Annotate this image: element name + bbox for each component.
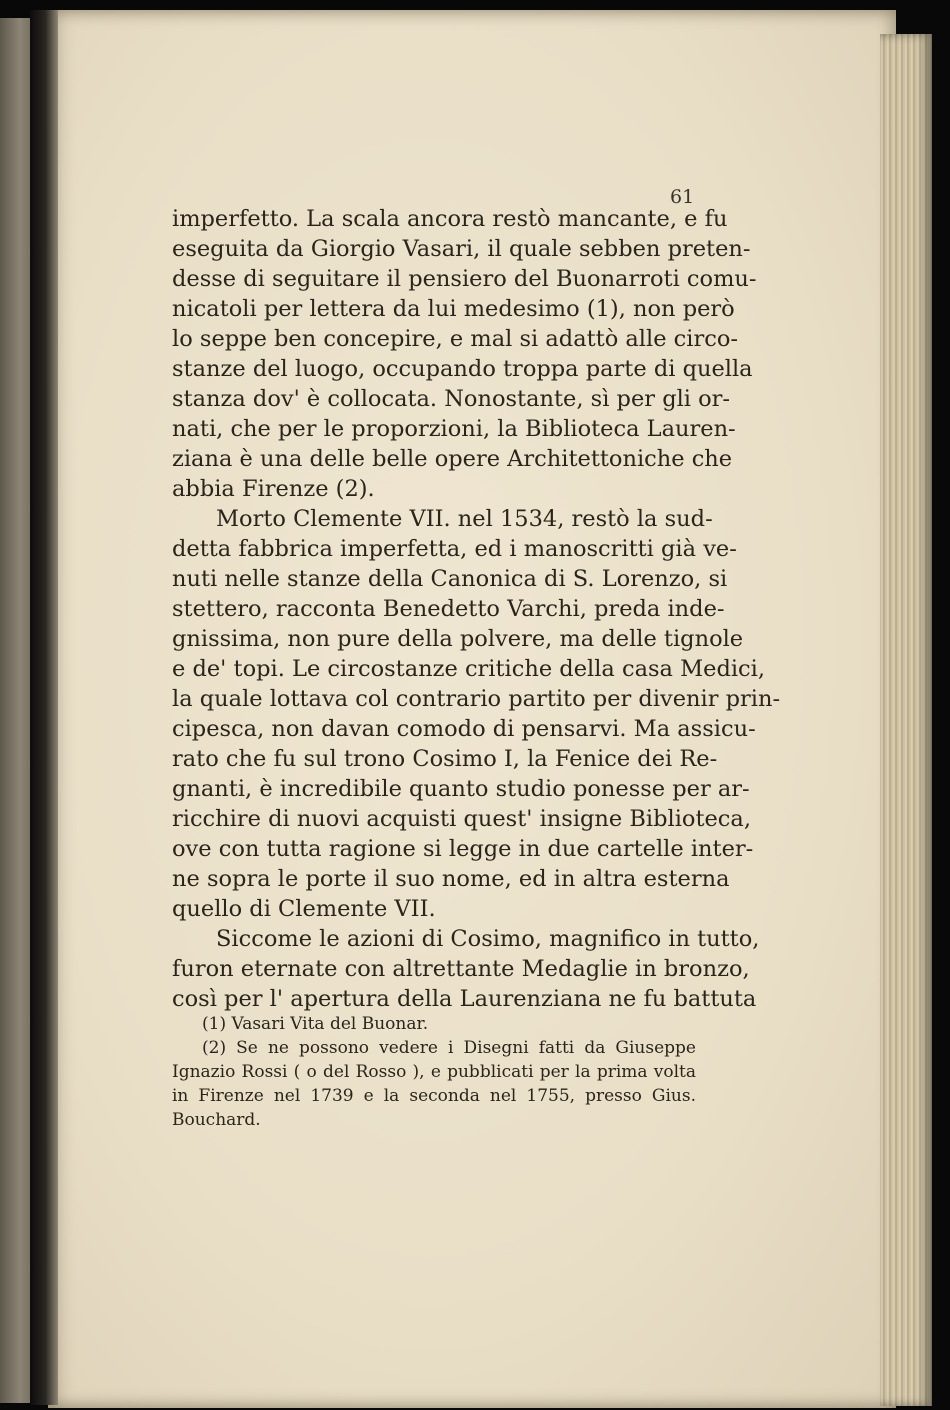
footnote-line: Ignazio Rossi ( o del Rosso ), e pubblicati per la prima volta <box>172 1062 696 1082</box>
text-line: e de' topi. Le circostanze critiche della casa Medici, <box>172 656 765 682</box>
text-line: Morto Clemente VII. nel 1534, restò la sud- <box>216 506 713 532</box>
footnote-line: Bouchard. <box>172 1110 261 1130</box>
text-line: ricchire di nuovi acquisti quest' insigne Biblioteca, <box>172 806 751 832</box>
text-line: desse di seguitare il pensiero del Buonarroti comu- <box>172 266 757 292</box>
text-line: nicatoli per lettera da lui medesimo (1), non però <box>172 296 735 322</box>
text-line: imperfetto. La scala ancora restò mancante, e fu <box>172 206 728 232</box>
text-line: nati, che per le proporzioni, la Biblioteca Lauren- <box>172 416 736 442</box>
text-line: stettero, racconta Benedetto Varchi, preda inde- <box>172 596 725 622</box>
footnote-line: in Firenze nel 1739 e la seconda nel 1755, presso Gius. <box>172 1086 696 1106</box>
page-edges <box>880 34 932 1406</box>
text-line: rato che fu sul trono Cosimo I, la Fenice dei Re- <box>172 746 718 772</box>
text-line: ziana è una delle belle opere Architettoniche che <box>172 446 733 472</box>
text-line: così per l' apertura della Laurenziana ne fu battuta <box>172 986 757 1012</box>
text-line: quello di Clemente VII. <box>172 896 436 922</box>
text-line: cipesca, non davan comodo di pensarvi. Ma assicu- <box>172 716 756 742</box>
gutter-shadow <box>30 10 58 1405</box>
footnotes <box>172 1012 696 1132</box>
body-text <box>172 204 781 1014</box>
text-line: lo seppe ben concepire, e mal si adattò alle circo- <box>172 326 738 352</box>
text-line: abbia Firenze (2). <box>172 476 375 502</box>
text-line: nuti nelle stanze della Canonica di S. Lorenzo, si <box>172 566 728 592</box>
text-line: gnissima, non pure della polvere, ma delle tignole <box>172 626 744 652</box>
footnote-line: (2) Se ne possono vedere i Disegni fatti da Giuseppe <box>202 1038 696 1058</box>
text-line: Siccome le azioni di Cosimo, magnifico in tutto, <box>216 926 760 952</box>
text-line: stanza dov' è collocata. Nonostante, sì per gli or- <box>172 386 731 412</box>
text-line: ne sopra le porte il suo nome, ed in altra esterna <box>172 866 730 892</box>
text-line: eseguita da Giorgio Vasari, il quale sebben preten- <box>172 236 751 262</box>
text-line: la quale lottava col contrario partito per divenir prin- <box>172 686 781 712</box>
text-line: gnanti, è incredibile quanto studio ponesse per ar- <box>172 776 750 802</box>
page-number: 61 <box>670 186 695 208</box>
text-line: detta fabbrica imperfetta, ed i manoscritti già ve- <box>172 536 737 562</box>
text-line: furon eternate con altrettante Medaglie in bronzo, <box>172 956 750 982</box>
text-line: stanze del luogo, occupando troppa parte di quella <box>172 356 753 382</box>
text-line: ove con tutta ragione si legge in due cartelle inter- <box>172 836 754 862</box>
footnote-line: (1) Vasari Vita del Buonar. <box>202 1014 429 1034</box>
